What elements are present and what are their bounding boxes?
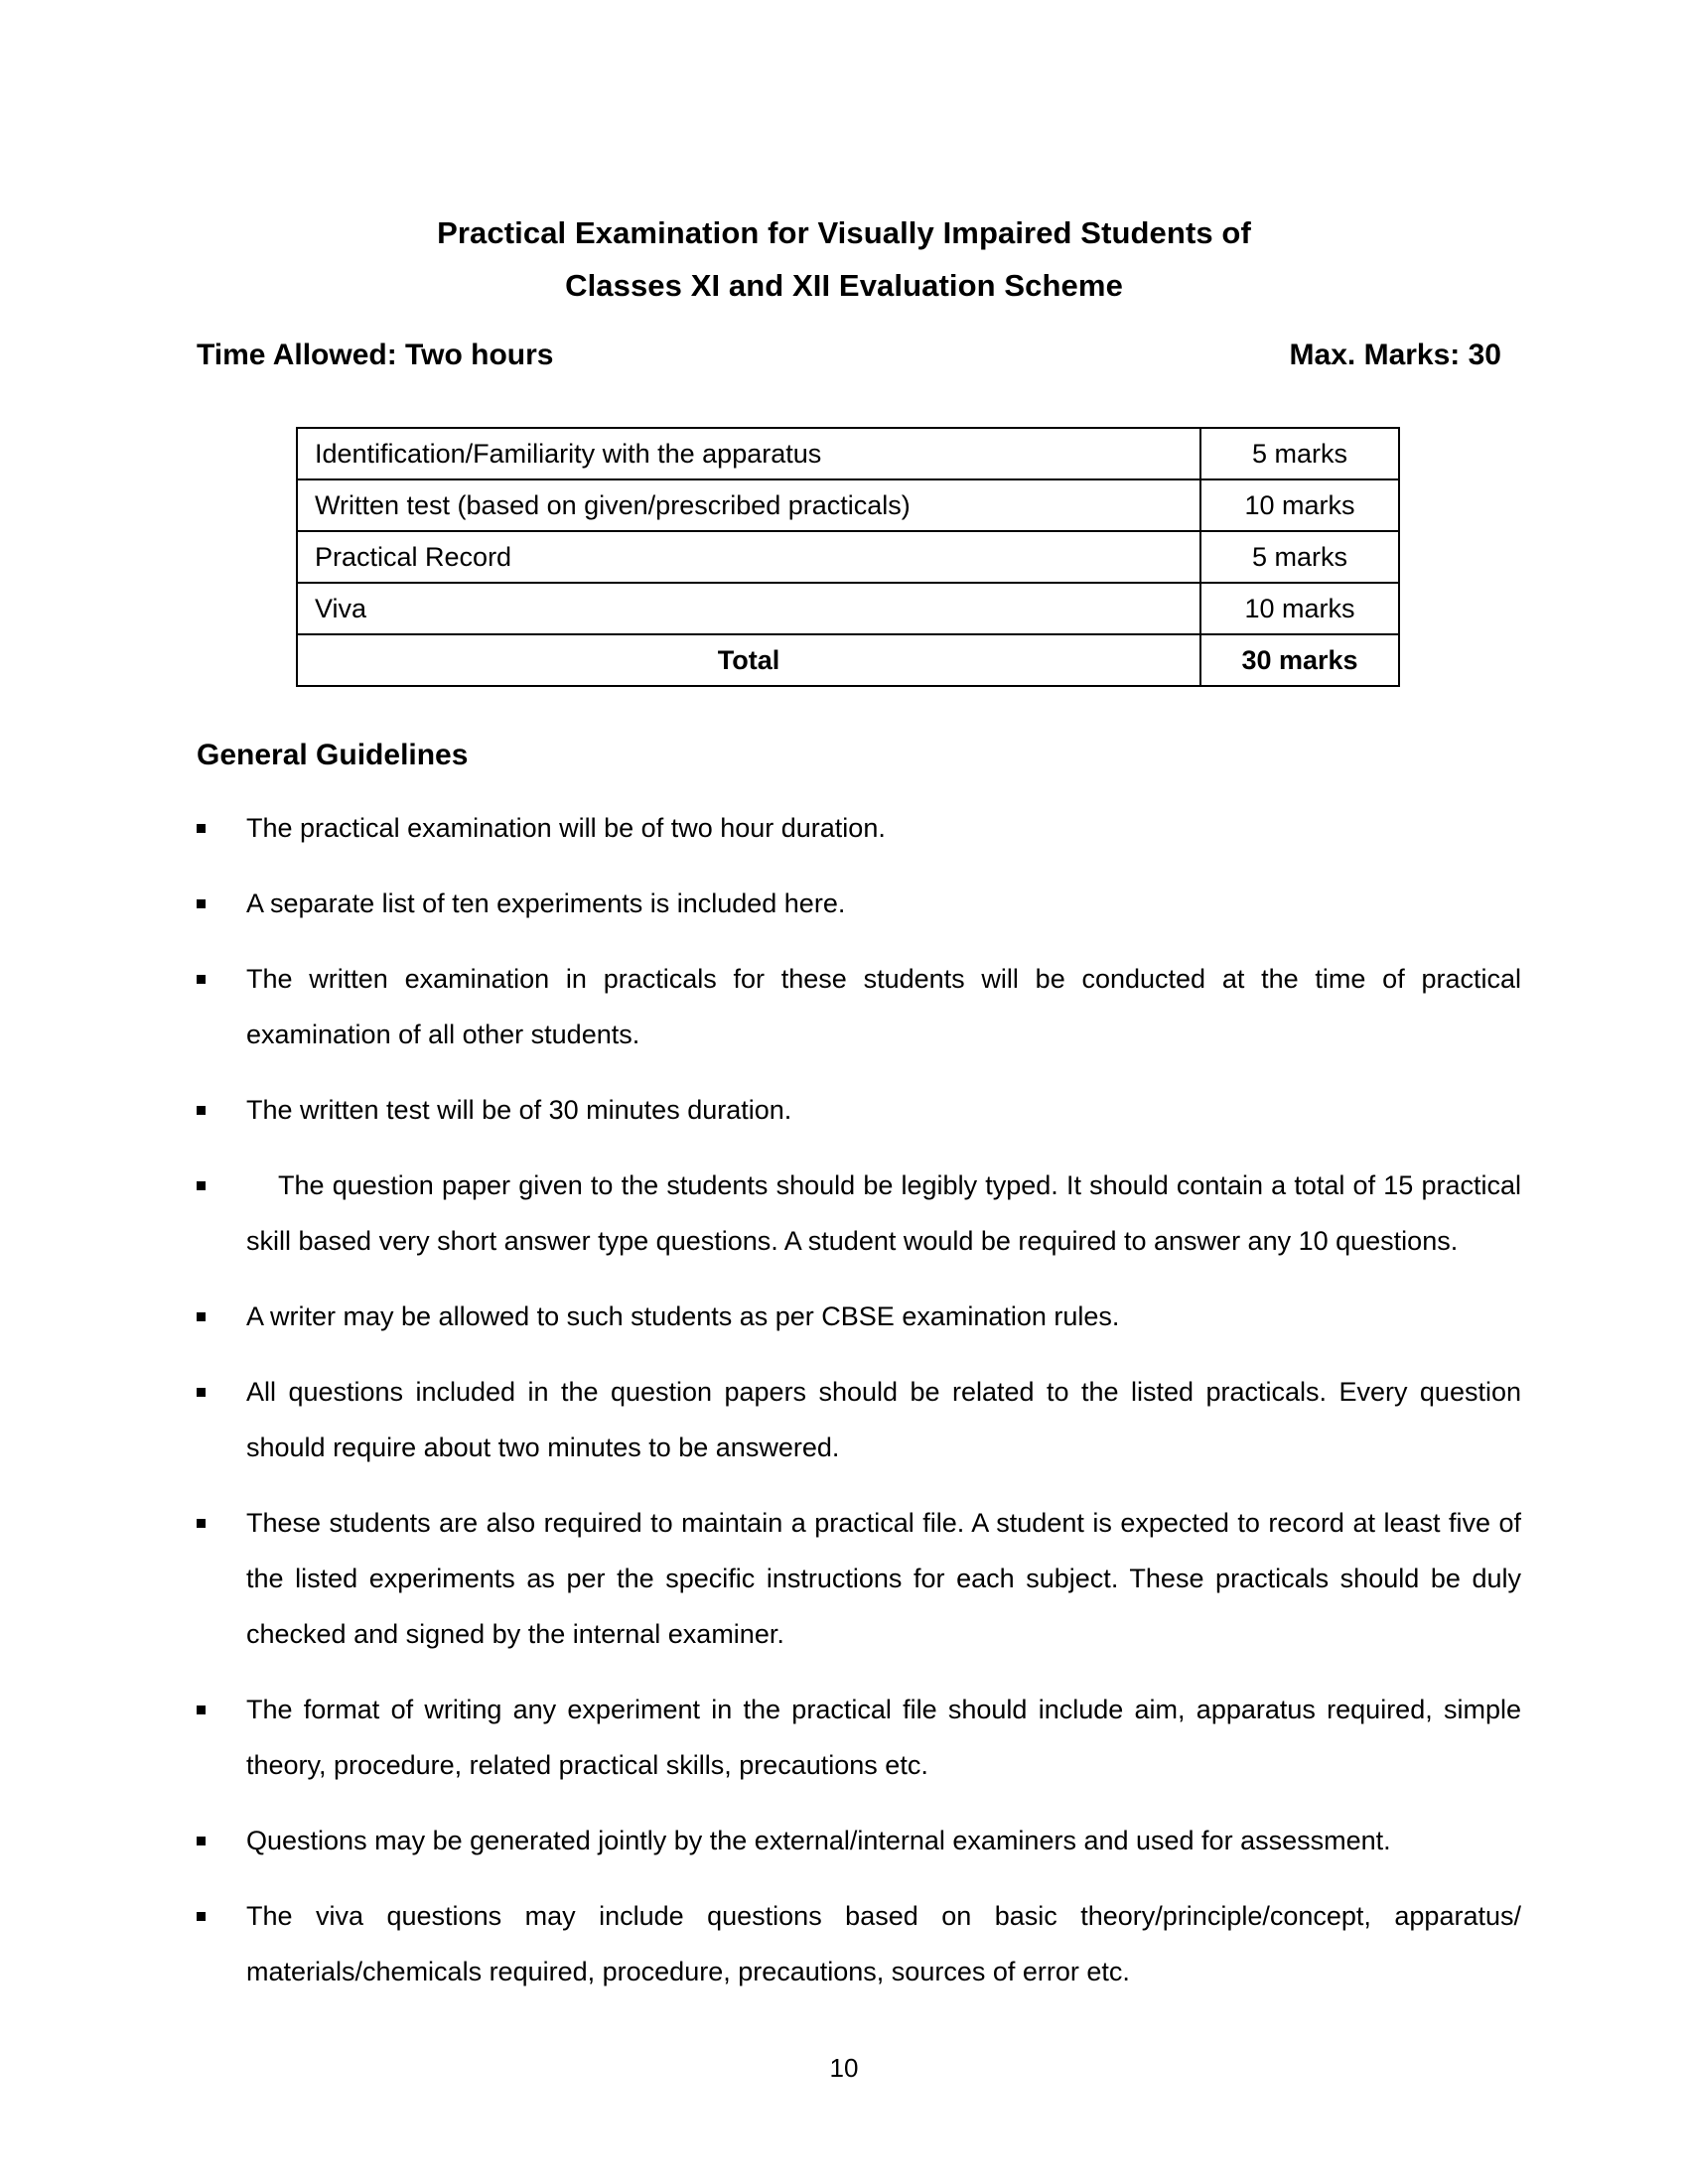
- table-body: [297, 428, 1399, 686]
- list-item: [197, 876, 1521, 931]
- square-bullet-icon: [197, 1312, 206, 1321]
- list-item: [197, 1682, 1521, 1793]
- page-title: [189, 206, 1499, 312]
- evaluation-scheme-table: [296, 427, 1400, 687]
- table-cell-total-marks: 30 marks: [1200, 634, 1399, 686]
- list-item-text: A writer may be allowed to such students as per CBSE examination rules.: [246, 1301, 1120, 1331]
- list-item: [197, 1495, 1521, 1662]
- square-bullet-icon: [197, 1706, 206, 1714]
- table-row: [297, 531, 1399, 583]
- table-cell-total-label: Total: [297, 634, 1200, 686]
- list-item-text: The written examination in practicals for these students will be conducted at the time of practical examination of all other students.: [246, 964, 1521, 1049]
- list-item-text: The question paper given to the students should be legibly typed. It should contain a total of 15 practical skill based very short answer type questions. A student would be required to answer any 10 questions.: [246, 1170, 1521, 1256]
- table-row: [297, 583, 1399, 634]
- list-item-text: Questions may be generated jointly by the external/internal examiners and used for assessment.: [246, 1826, 1391, 1855]
- table-cell-item: Viva: [297, 583, 1200, 634]
- max-marks-label: Max. Marks: 30: [1289, 339, 1501, 371]
- table-cell-item: Practical Record: [297, 531, 1200, 583]
- general-guidelines-heading: General Guidelines: [197, 739, 469, 771]
- list-item-text: These students are also required to maintain a practical file. A student is expected to record at least five of the listed experiments as per the specific instructions for each subject. These practicals should be duly checked and signed by the internal examiner.: [246, 1508, 1521, 1649]
- exam-meta-row: [197, 338, 1501, 373]
- list-item: [197, 1888, 1521, 1999]
- list-item: [197, 951, 1521, 1062]
- list-item: [197, 800, 1521, 856]
- table-cell-marks: 5 marks: [1200, 428, 1399, 479]
- time-allowed-label: Time Allowed: Two hours: [197, 339, 554, 371]
- title-line-2: Classes XI and XII Evaluation Scheme: [565, 268, 1123, 303]
- table-row: [297, 479, 1399, 531]
- square-bullet-icon: [197, 899, 206, 908]
- table-cell-item: Identification/Familiarity with the apparatus: [297, 428, 1200, 479]
- square-bullet-icon: [197, 1837, 206, 1845]
- square-bullet-icon: [197, 975, 206, 984]
- list-item: [197, 1158, 1521, 1269]
- list-item-text: The format of writing any experiment in the practical file should include aim, apparatus required, simple theory, procedure, related practical skills, precautions etc.: [246, 1695, 1521, 1780]
- list-item: [197, 1813, 1521, 1868]
- list-item: [197, 1082, 1521, 1138]
- general-guidelines-list: [197, 800, 1521, 1999]
- square-bullet-icon: [197, 824, 206, 833]
- square-bullet-icon: [197, 1912, 206, 1921]
- list-item: [197, 1289, 1521, 1344]
- list-item-text: The practical examination will be of two hour duration.: [246, 813, 886, 843]
- table-cell-marks: 10 marks: [1200, 583, 1399, 634]
- table-cell-marks: 10 marks: [1200, 479, 1399, 531]
- list-item-text: All questions included in the question papers should be related to the listed practicals. Every question should require about two minutes to be answered.: [246, 1377, 1521, 1462]
- table-cell-item: Written test (based on given/prescribed practicals): [297, 479, 1200, 531]
- list-item-text: A separate list of ten experiments is included here.: [246, 888, 846, 918]
- table-row: [297, 428, 1399, 479]
- square-bullet-icon: [197, 1519, 206, 1528]
- table-row-total: [297, 634, 1399, 686]
- list-item-text: The viva questions may include questions based on basic theory/principle/concept, apparatus/ materials/chemicals required, procedure, precautions, sources of error etc.: [246, 1901, 1521, 1986]
- square-bullet-icon: [197, 1181, 206, 1190]
- list-item-text: The written test will be of 30 minutes duration.: [246, 1095, 792, 1125]
- title-line-1: Practical Examination for Visually Impaired Students of: [437, 215, 1251, 250]
- table-cell-marks: 5 marks: [1200, 531, 1399, 583]
- square-bullet-icon: [197, 1388, 206, 1397]
- list-item: [197, 1364, 1521, 1475]
- page-number: 10: [829, 2053, 859, 2083]
- square-bullet-icon: [197, 1106, 206, 1115]
